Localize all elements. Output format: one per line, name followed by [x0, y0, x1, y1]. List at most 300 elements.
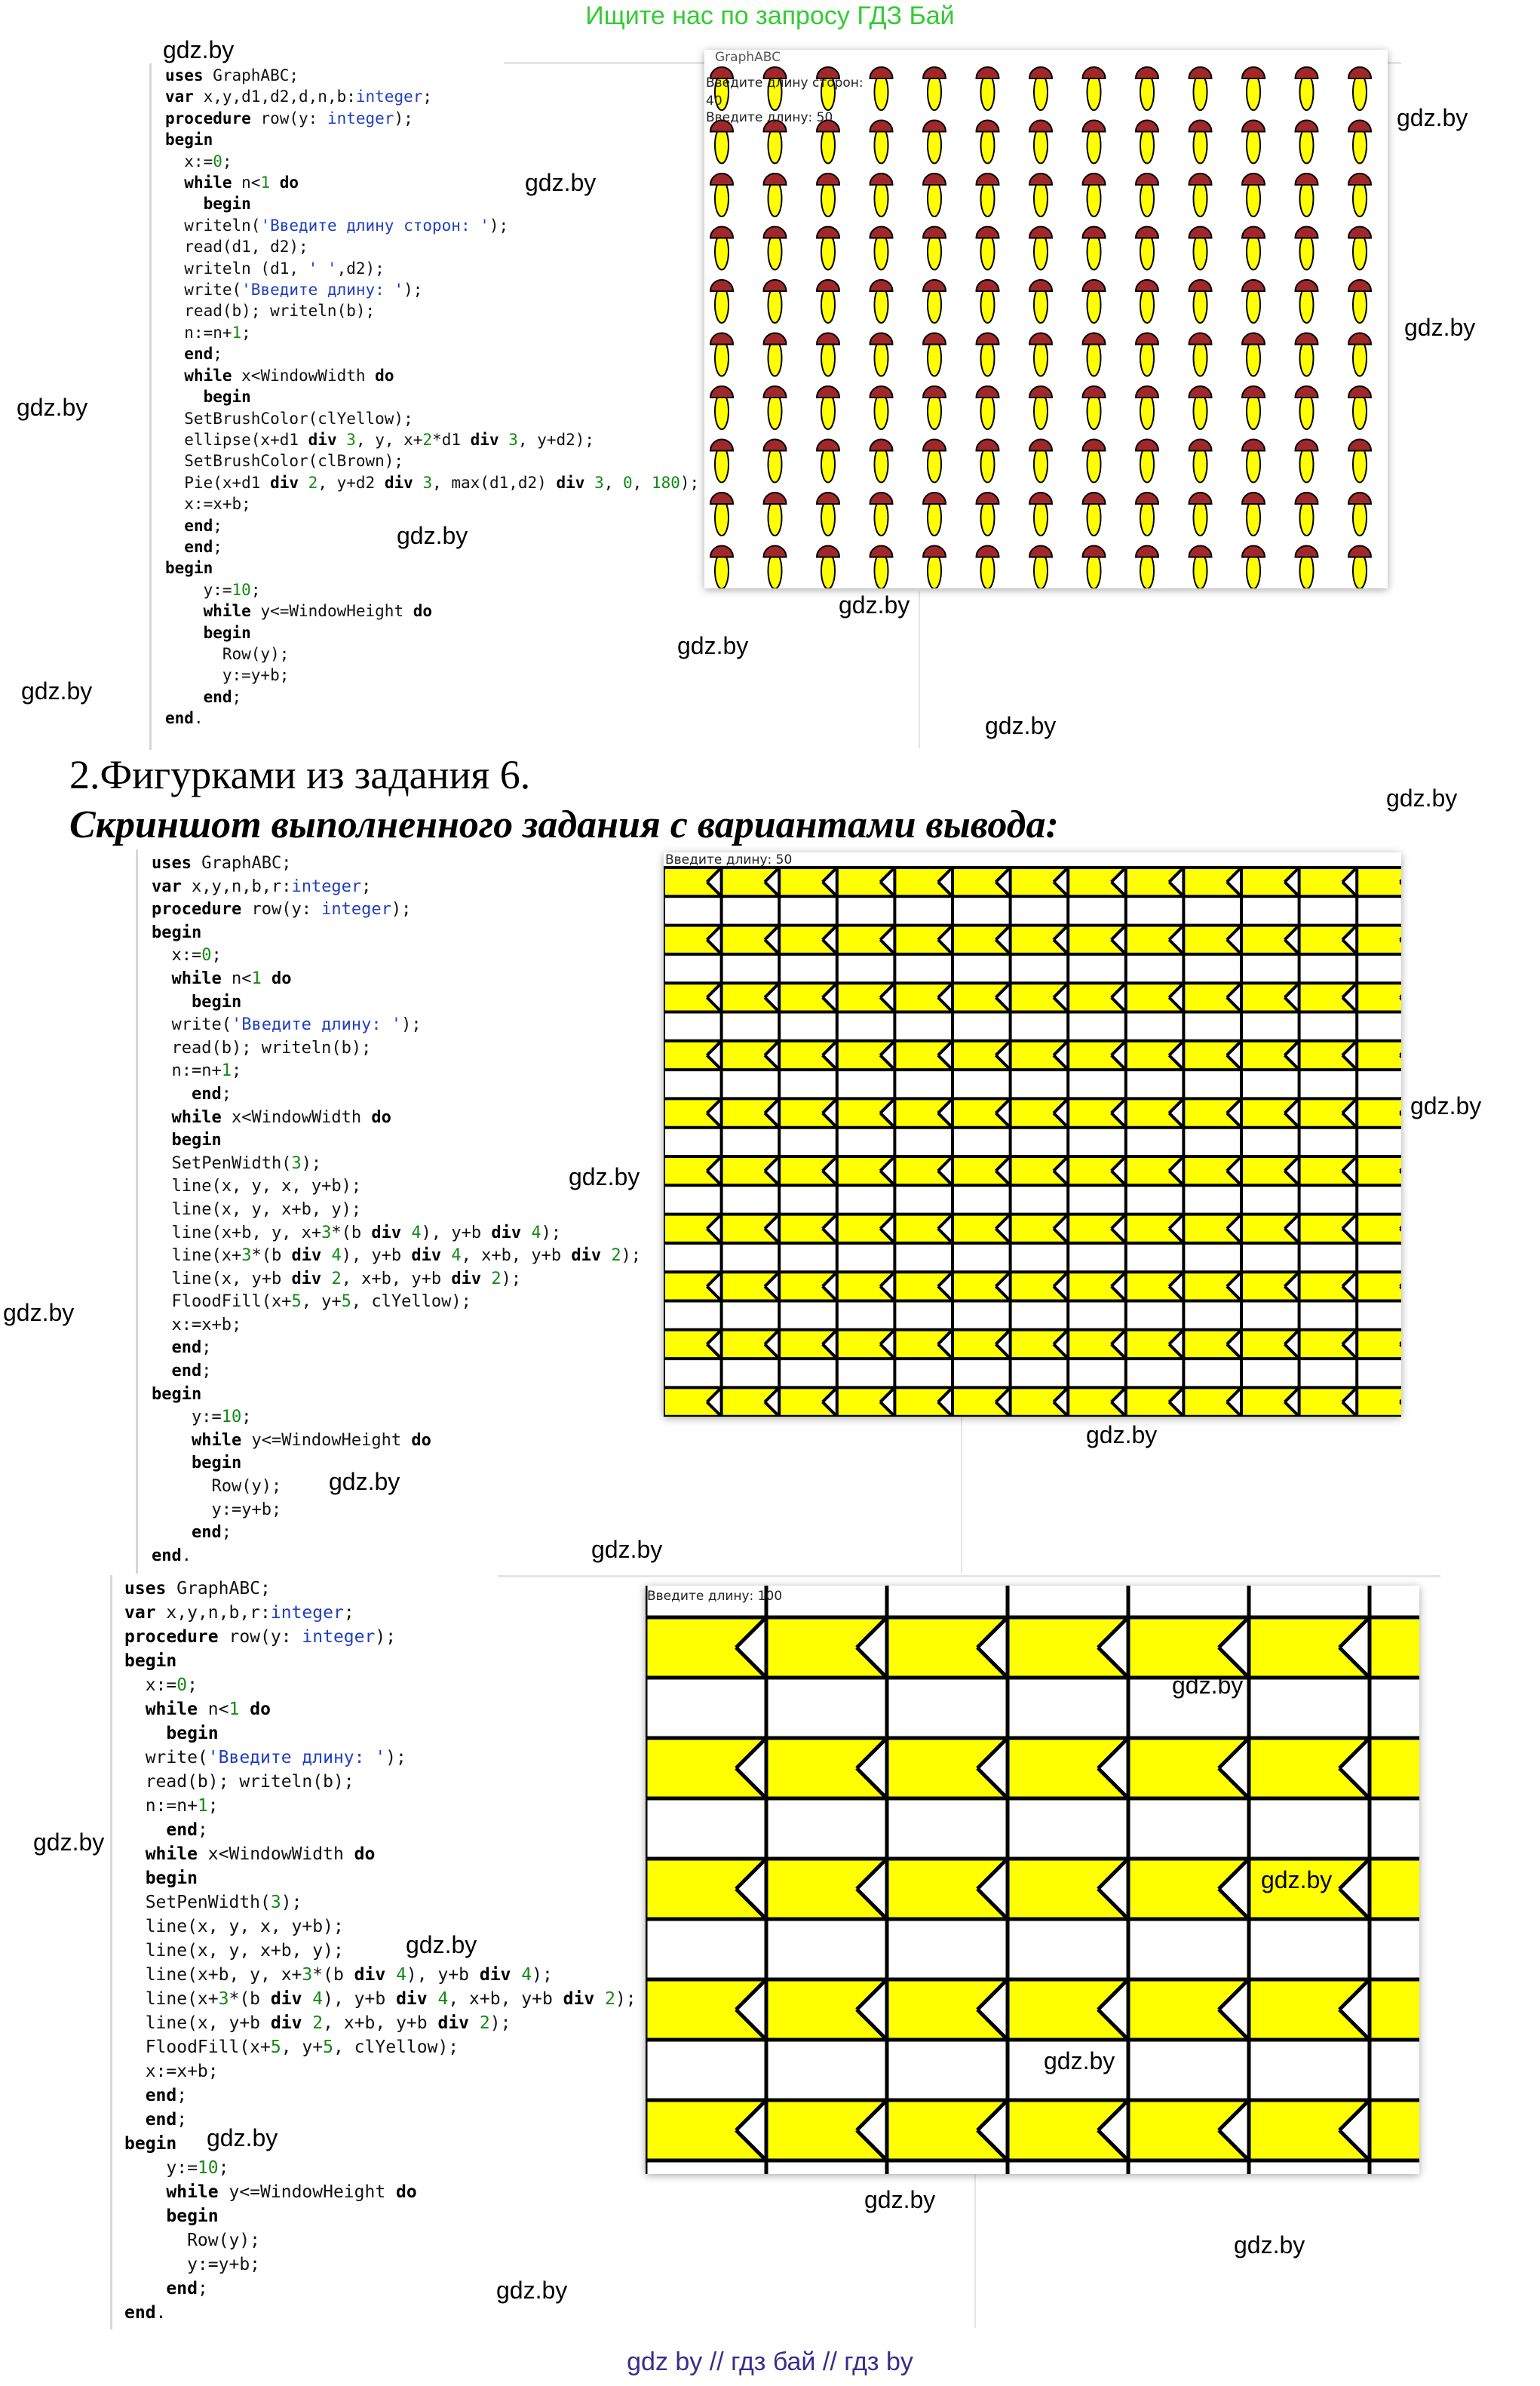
watermark: gdz.by	[1261, 1866, 1333, 1893]
flag-fill	[779, 1387, 837, 1416]
mushroom-cap	[1029, 280, 1052, 291]
mushroom-cap	[1029, 440, 1052, 451]
mushroom-cap	[977, 493, 999, 504]
flag-fill	[664, 1272, 722, 1300]
mushroom-cap	[923, 333, 946, 345]
flag-fill	[722, 1272, 780, 1300]
flag-fill	[1011, 1041, 1069, 1070]
flag-fill	[1241, 1156, 1299, 1185]
mushroom-stem	[928, 499, 941, 536]
mushroom-stem	[1353, 499, 1367, 536]
mushroom-stem	[1034, 127, 1048, 164]
flag-fill	[722, 983, 780, 1012]
mushroom-cap	[1296, 121, 1318, 132]
mushroom-stem	[1034, 340, 1048, 376]
mushroom-cap	[977, 227, 999, 238]
mushroom-stem	[1088, 499, 1101, 536]
flag-fill	[664, 1330, 722, 1359]
mushroom-stem	[1194, 553, 1207, 589]
mushroom-stem	[928, 340, 941, 376]
mushroom-cap	[1083, 440, 1106, 451]
mushroom-cap	[1029, 386, 1052, 398]
mushroom-stem	[875, 340, 888, 376]
flag-fill	[664, 1156, 722, 1185]
flag-fill	[722, 1098, 780, 1127]
mushroom-stem	[1247, 180, 1260, 216]
mushroom-stem	[1353, 393, 1367, 429]
flag-fill	[1068, 1041, 1126, 1070]
flag-fill	[1126, 1041, 1184, 1070]
mushroom-canvas	[704, 50, 1388, 588]
mushroom-cap	[764, 333, 787, 345]
top-banner[interactable]: Ищите нас по запросу ГДЗ Бай	[585, 2, 955, 30]
mushroom-stem	[875, 553, 888, 589]
flag-fill	[887, 2100, 1008, 2160]
mushroom-stem	[1353, 127, 1367, 164]
mushroom-cap	[1029, 67, 1052, 78]
mushroom-cap	[1136, 440, 1158, 451]
flag-fill	[1249, 1617, 1370, 1678]
mushroom-cap	[1136, 121, 1158, 132]
code-panel-1	[149, 63, 701, 750]
mushroom-stem	[1247, 287, 1260, 323]
mushroom-stem	[1194, 127, 1207, 164]
mushroom-stem	[1353, 287, 1367, 323]
flag-fill	[1011, 926, 1069, 954]
mushroom-stem	[768, 553, 782, 589]
flag-fill	[837, 1387, 895, 1416]
mushroom-cap	[870, 546, 893, 557]
flag-fill	[1249, 1738, 1370, 1798]
flag-fill	[837, 1330, 895, 1359]
flag-fill	[1370, 1859, 1419, 1919]
flag-fill	[894, 1156, 953, 1185]
prompt-100: Введите длину: 100	[647, 1589, 783, 1604]
mushroom-stem	[1034, 287, 1048, 323]
watermark: gdz.by	[1410, 1092, 1482, 1119]
flag-fill	[779, 1330, 837, 1359]
mushroom-stem	[1140, 499, 1154, 536]
mushroom-stem	[715, 553, 729, 589]
mushroom-cap	[923, 440, 946, 451]
mushroom-stem	[928, 74, 941, 110]
mushroom-stem	[1300, 499, 1314, 536]
mushroom-cap	[1029, 493, 1052, 504]
flag-fill	[953, 1156, 1011, 1185]
mushroom-stem	[1300, 340, 1314, 376]
mushroom-stem	[768, 234, 782, 270]
mushroom-stem	[1300, 393, 1314, 429]
flag-fill	[1011, 1330, 1069, 1359]
mushroom-cap	[764, 440, 787, 451]
mushroom-stem	[1088, 447, 1101, 483]
mushroom-cap	[1242, 333, 1265, 345]
mushroom-cap	[977, 121, 999, 132]
mushroom-stem	[1140, 393, 1154, 429]
flag-fill	[887, 1979, 1008, 2040]
mushroom-cap	[1083, 493, 1106, 504]
mushroom-stem	[1247, 127, 1260, 164]
mushroom-cap	[1189, 493, 1212, 504]
flag-fill	[837, 1156, 895, 1185]
mushroom-stem	[1034, 553, 1048, 589]
watermark: gdz.by	[329, 1468, 400, 1495]
mushroom-stem	[875, 74, 888, 110]
mushroom-stem	[1088, 553, 1101, 589]
mushroom-cap	[1348, 546, 1371, 557]
mushroom-cap	[1083, 121, 1106, 132]
flag-fill	[664, 1098, 722, 1127]
prompt-line-1: Введите длину сторон:	[706, 75, 864, 91]
flag-fill	[1241, 1041, 1299, 1070]
flag-fill	[837, 1272, 895, 1300]
flag-fill	[1249, 2100, 1370, 2160]
divider-2	[961, 1415, 962, 1574]
mushroom-cap	[764, 280, 787, 291]
flag-fill	[1357, 1387, 1401, 1416]
footer-links[interactable]: gdz by // гдз бай // гдз by	[627, 2348, 913, 2376]
mushroom-stem	[1034, 234, 1048, 270]
mushroom-cap	[1296, 173, 1318, 185]
mushroom-cap	[1242, 546, 1265, 557]
flag-fill	[1068, 983, 1126, 1012]
flag-fill	[722, 1214, 780, 1243]
mushroom-stem	[821, 393, 835, 429]
mushroom-stem	[1088, 393, 1101, 429]
flag-fill	[664, 867, 722, 896]
mushroom-stem	[1194, 180, 1207, 216]
mushroom-cap	[1348, 67, 1371, 78]
flag-fill	[1183, 1156, 1241, 1185]
mushroom-cap	[1029, 121, 1052, 132]
mushroom-cap	[710, 173, 733, 185]
mushroom-cap	[1189, 440, 1212, 451]
flag-fill	[1299, 1098, 1357, 1127]
flag-fill	[1241, 983, 1299, 1012]
mushroom-cap	[710, 333, 733, 345]
mushroom-stem	[1034, 447, 1048, 483]
mushroom-stem	[768, 447, 782, 483]
watermark: gdz.by	[839, 591, 910, 619]
mushroom-stem	[1194, 499, 1207, 536]
mushroom-stem	[981, 553, 995, 589]
divider-3b	[974, 2173, 976, 2328]
mushroom-cap	[1296, 333, 1318, 345]
flag-fill	[1011, 1214, 1069, 1243]
mushroom-cap	[1083, 386, 1106, 398]
mushroom-stem	[1194, 287, 1207, 323]
mushroom-stem	[928, 393, 941, 429]
mushroom-stem	[715, 499, 729, 536]
mushroom-cap	[870, 493, 893, 504]
flag-fill	[1068, 1272, 1126, 1300]
flag-fill	[887, 1738, 1008, 1798]
mushroom-cap	[923, 227, 946, 238]
flag-fill	[766, 1738, 887, 1798]
flag-fill	[1370, 2100, 1419, 2160]
flag-fill	[1011, 1156, 1069, 1185]
mushroom-stem	[715, 127, 729, 164]
prompt-line-3: Введите длину: 50	[706, 110, 833, 125]
mushroom-cap	[817, 227, 839, 238]
mushroom-cap	[977, 386, 999, 398]
flag-fill	[1241, 1214, 1299, 1243]
flag-fill	[646, 1979, 766, 2040]
flag-fill	[1299, 1214, 1357, 1243]
mushroom-cap	[1242, 386, 1265, 398]
mushroom-stem	[981, 180, 995, 216]
mushroom-stem	[1247, 447, 1260, 483]
mushroom-cap	[1296, 67, 1318, 78]
mushroom-stem	[715, 287, 729, 323]
mushroom-cap	[870, 280, 893, 291]
mushroom-cap	[710, 493, 733, 504]
mushroom-cap	[817, 386, 839, 398]
flag-fill	[1128, 1859, 1249, 1919]
flag-fill	[1126, 1156, 1184, 1185]
flag-fill	[1370, 1979, 1419, 2040]
flag-fill	[894, 867, 953, 896]
mushroom-cap	[1348, 227, 1371, 238]
mushroom-stem	[1034, 180, 1048, 216]
mushroom-cap	[1348, 121, 1371, 132]
flag-fill	[1008, 1859, 1128, 1919]
mushroom-cap	[1348, 333, 1371, 345]
mushroom-cap	[1296, 386, 1318, 398]
mushroom-stem	[821, 180, 835, 216]
mushroom-stem	[715, 393, 729, 429]
flag-fill	[779, 1272, 837, 1300]
flag-fill	[664, 926, 722, 954]
mushroom-stem	[1088, 340, 1101, 376]
flag-fill	[887, 1617, 1008, 1678]
mushroom-cap	[1029, 227, 1052, 238]
mushroom-cap	[1189, 227, 1212, 238]
mushroom-stem	[1247, 499, 1260, 536]
mushroom-stem	[715, 234, 729, 270]
flag-fill	[1128, 2100, 1249, 2160]
mushroom-stem	[1140, 553, 1154, 589]
flag-fill	[1357, 867, 1401, 896]
mushroom-cap	[977, 280, 999, 291]
flag-fill	[766, 1617, 887, 1678]
output-window-flags-50	[664, 852, 1401, 1417]
flag-fill	[722, 1041, 780, 1070]
mushroom-cap	[710, 227, 733, 238]
mushroom-stem	[768, 393, 782, 429]
mushroom-cap	[977, 440, 999, 451]
flag-fill	[953, 1098, 1011, 1127]
window-title: GraphABC	[715, 50, 781, 65]
flag-fill	[646, 2100, 766, 2160]
mushroom-cap	[870, 440, 893, 451]
flag-fill	[1011, 1387, 1069, 1416]
mushroom-cap	[1029, 546, 1052, 557]
flag-fill	[1183, 1330, 1241, 1359]
flag-fill	[894, 1272, 953, 1300]
flag-fill	[722, 867, 780, 896]
mushroom-cap	[1136, 386, 1158, 398]
mushroom-stem	[1353, 340, 1367, 376]
flag-fill	[1126, 867, 1184, 896]
mushroom-cap	[923, 386, 946, 398]
mushroom-stem	[1088, 287, 1101, 323]
mushroom-cap	[923, 121, 946, 132]
flag-fill	[953, 1330, 1011, 1359]
flag-fill	[1126, 1387, 1184, 1416]
flag-fill	[837, 867, 895, 896]
flag-fill	[1011, 983, 1069, 1012]
mushroom-cap	[1242, 67, 1265, 78]
mushroom-stem	[1247, 340, 1260, 376]
mushroom-cap	[870, 333, 893, 345]
code-listing-3: uses GraphABC; var x,y,n,b,r:integer; procedure row(y: integer); begin x:=0; while n<1 do begin write('Введите длину: '); read(b); writeln(b); n:=n+1; end; while x<WindowWidth do begin SetPenWidth(3); line(x, y, x, y+b); line(x, y, x+b, y); line(x+b, y, x+3*(b div 4), y+b div 4); line(x+3*(b div 4), y+b div 4, x+b, y+b div 2); line(x, y+b div 2, x+b, y+b div 2); FloodFill(x+5, y+5, clYellow); x:=x+b; end; end; begin y:=10; while y<=WindowHeight do begin Row(y); y:=y+b; end; end.	[124, 1579, 637, 2323]
flag-fill	[1126, 983, 1184, 1012]
flag-fill	[1068, 867, 1126, 896]
mushroom-cap	[1242, 280, 1265, 291]
mushroom-stem	[1194, 74, 1207, 110]
flag-fill	[722, 1330, 780, 1359]
mushroom-cap	[1189, 546, 1212, 557]
mushroom-cap	[764, 173, 787, 185]
flag-fill	[646, 1738, 766, 1798]
mushroom-cap	[977, 546, 999, 557]
mushroom-cap	[977, 173, 999, 185]
mushroom-cap	[1083, 227, 1106, 238]
mushroom-stem	[875, 234, 888, 270]
mushroom-stem	[1140, 447, 1154, 483]
watermark: gdz.by	[406, 1931, 477, 1958]
mushroom-stem	[1088, 234, 1101, 270]
flag-fill	[953, 867, 1011, 896]
flag-fill	[953, 1041, 1011, 1070]
mushroom-stem	[928, 553, 941, 589]
mushroom-stem	[1353, 553, 1367, 589]
watermark: gdz.by	[525, 169, 597, 196]
watermark: gdz.by	[33, 1829, 105, 1856]
mushroom-stem	[1247, 393, 1260, 429]
watermark: gdz.by	[163, 36, 235, 63]
code-listing-1: uses GraphABC; var x,y,d1,d2,d,n,b:integer; procedure row(y: integer); begin x:=0; while n<1 do begin writeln('Введите длину сторон: '); read(d1, d2); writeln (d1, ' ',d2); write('Введите длину: '); read(b); writeln(b); n:=n+1; end; while x<WindowWidth do begin SetBrushColor(clYellow); ellipse(x+d1 div 3, y, x+2*d1 div 3, y+d2); SetBrushColor(clBrown); Pie(x+d1 div 2, y+d2 div 3, max(d1,d2) div 3, 0, 180); x:=x+b; end; end; begin y:=10; while y<=WindowHeight do begin Row(y); y:=y+b; end; end.	[165, 66, 700, 728]
mushroom-stem	[1353, 180, 1367, 216]
flag-fill	[779, 1098, 837, 1127]
mushroom-stem	[768, 127, 782, 164]
mushroom-cap	[1242, 493, 1265, 504]
mushroom-stem	[821, 499, 835, 536]
mushroom-cap	[1189, 173, 1212, 185]
mushroom-cap	[710, 280, 733, 291]
mushroom-cap	[1083, 67, 1106, 78]
mushroom-cap	[817, 546, 839, 557]
mushroom-stem	[1353, 234, 1367, 270]
watermark: gdz.by	[397, 522, 468, 549]
watermark: gdz.by	[677, 632, 749, 659]
mushroom-stem	[928, 127, 941, 164]
prompt-50: Введите длину: 50	[665, 852, 793, 867]
flag-fill	[1183, 1272, 1241, 1300]
watermark: gdz.by	[17, 394, 88, 421]
mushroom-stem	[1300, 234, 1314, 270]
mushroom-cap	[1136, 333, 1158, 345]
flag-fill	[1128, 1979, 1249, 2040]
mushroom-stem	[715, 340, 729, 376]
mushroom-cap	[764, 546, 787, 557]
flag-fill	[779, 1041, 837, 1070]
mushroom-stem	[1140, 340, 1154, 376]
flag-fill	[1126, 1214, 1184, 1243]
flag-fill	[1183, 926, 1241, 954]
mushroom-cap	[977, 333, 999, 345]
flag-fill	[1299, 1156, 1357, 1185]
flag-fill	[1241, 926, 1299, 954]
flag-fill	[1008, 1979, 1128, 2040]
mushroom-cap	[1348, 386, 1371, 398]
flag-fill	[953, 1272, 1011, 1300]
flag-fill	[1008, 1738, 1128, 1798]
divider-3	[498, 1575, 1440, 1577]
mushroom-cap	[1242, 173, 1265, 185]
flag-fill	[1011, 1272, 1069, 1300]
mushroom-cap	[870, 121, 893, 132]
mushroom-cap	[1242, 121, 1265, 132]
flag-fill	[953, 1387, 1011, 1416]
mushroom-stem	[1194, 393, 1207, 429]
mushroom-stem	[1300, 447, 1314, 483]
mushroom-stem	[715, 180, 729, 216]
flag-fill	[1126, 1330, 1184, 1359]
mushroom-stem	[1353, 74, 1367, 110]
mushroom-cap	[870, 67, 893, 78]
flag-fill	[1126, 1272, 1184, 1300]
mushroom-cap	[817, 440, 839, 451]
mushroom-cap	[1296, 280, 1318, 291]
flag-fill	[664, 1387, 722, 1416]
flag-fill	[894, 1330, 953, 1359]
mushroom-stem	[928, 287, 941, 323]
watermark: gdz.by	[1086, 1421, 1158, 1448]
mushroom-stem	[1194, 340, 1207, 376]
mushroom-stem	[821, 287, 835, 323]
mushroom-cap	[923, 493, 946, 504]
watermark: gdz.by	[207, 2124, 278, 2151]
flag-fill	[1357, 1272, 1401, 1300]
flag-fill	[1008, 1617, 1128, 1678]
mushroom-stem	[1140, 127, 1154, 164]
flag-fill	[894, 983, 953, 1012]
mushroom-cap	[1296, 227, 1318, 238]
mushroom-stem	[981, 74, 995, 110]
mushroom-stem	[821, 340, 835, 376]
flag-fill	[1183, 1387, 1241, 1416]
mushroom-cap	[710, 546, 733, 557]
flag-fill	[1183, 1214, 1241, 1243]
mushroom-stem	[1140, 74, 1154, 110]
flag-fill	[1357, 926, 1401, 954]
mushroom-stem	[981, 127, 995, 164]
flag-fill	[1249, 1979, 1370, 2040]
flag-fill	[1068, 1156, 1126, 1185]
flag-fill	[1128, 1738, 1249, 1798]
mushroom-cap	[1348, 280, 1371, 291]
watermark: gdz.by	[569, 1163, 640, 1190]
mushroom-stem	[768, 180, 782, 216]
flag-fill	[664, 983, 722, 1012]
mushroom-stem	[875, 393, 888, 429]
mushroom-stem	[875, 127, 888, 164]
flag-fill	[1126, 926, 1184, 954]
flag-fill	[1241, 1098, 1299, 1127]
flag-fill	[1008, 2100, 1128, 2160]
